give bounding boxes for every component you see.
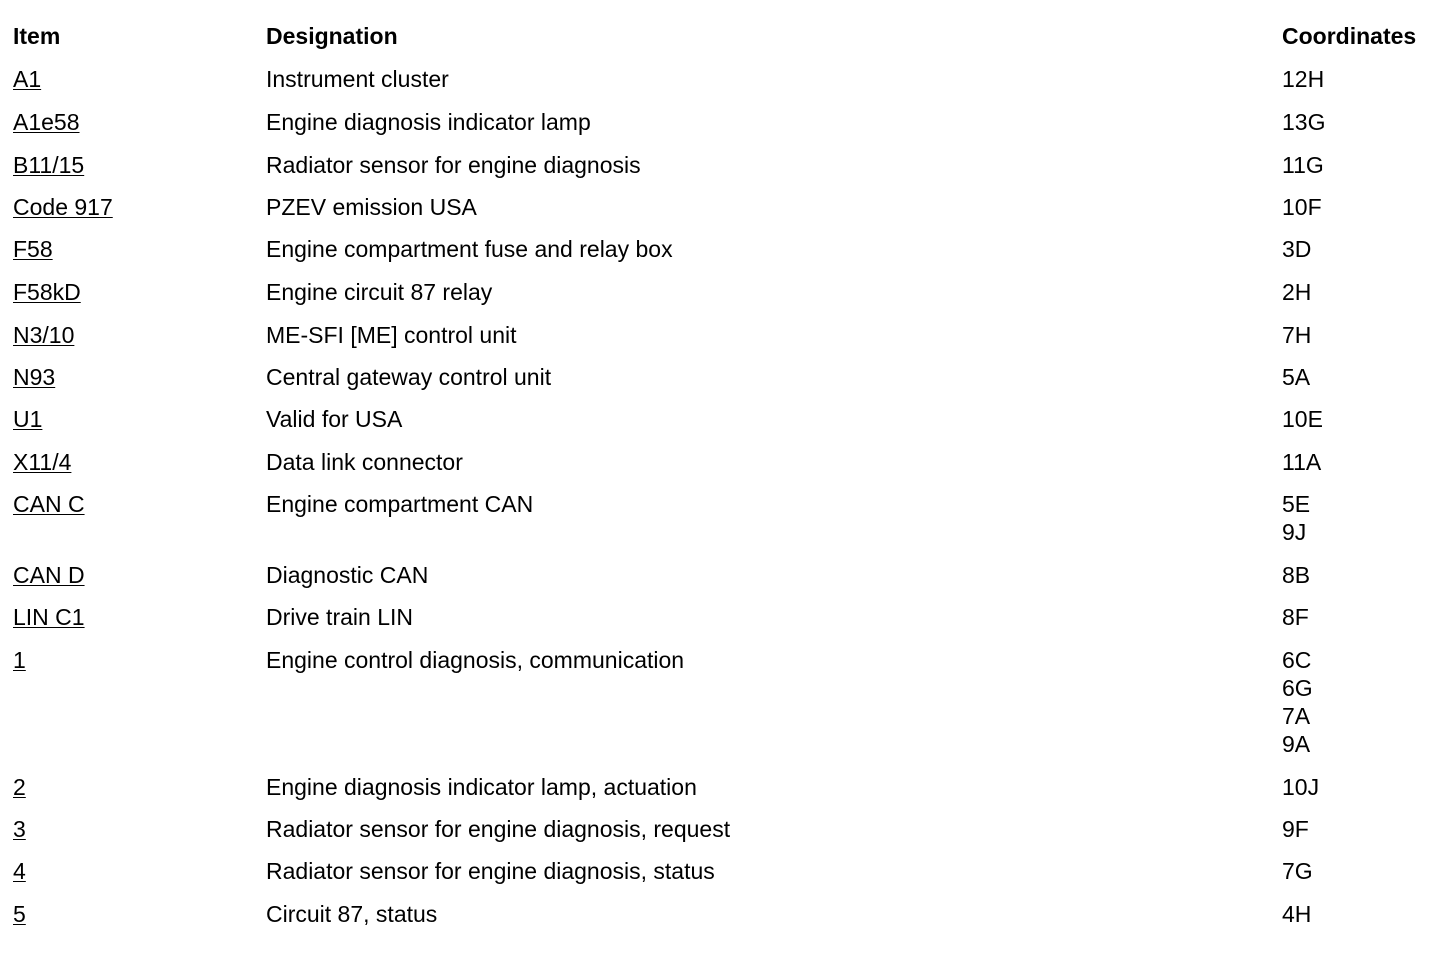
coordinate-value: 6C: [1282, 647, 1312, 673]
table-row: [0, 321, 1456, 349]
designation-text: Engine compartment fuse and relay box: [266, 236, 673, 262]
coordinate-value: 5A: [1282, 364, 1311, 390]
designation-text: Radiator sensor for engine diagnosis, request: [266, 816, 731, 842]
coordinate-value: 11G: [1282, 152, 1324, 178]
table-row: [0, 857, 1456, 885]
coordinate-value: 10E: [1282, 406, 1323, 432]
coordinates-cell: [1282, 363, 1310, 391]
coordinate-value: 9F: [1282, 816, 1309, 842]
item-link[interactable]: X11/4: [13, 449, 72, 475]
item-link[interactable]: B11/15: [13, 152, 85, 178]
designation-text: Valid for USA: [266, 406, 403, 432]
coordinate-value: 9J: [1282, 519, 1307, 545]
coordinate-value: 2H: [1282, 279, 1312, 305]
coordinate-value: 8B: [1282, 562, 1311, 588]
table-row: [0, 490, 1456, 546]
designation-text: Engine circuit 87 relay: [266, 279, 493, 305]
coordinates-cell: [1282, 900, 1311, 928]
coordinates-cell: [1282, 646, 1313, 758]
table-row: [0, 193, 1456, 221]
table-row: [0, 448, 1456, 476]
table-row: [0, 235, 1456, 263]
header-designation: Designation: [266, 23, 398, 49]
coordinates-cell: [1282, 561, 1310, 589]
item-link[interactable]: F58kD: [13, 279, 81, 305]
table-row: [0, 603, 1456, 631]
coordinates-cell: [1282, 603, 1309, 631]
coordinate-value: 7G: [1282, 858, 1313, 884]
designation-text: Engine diagnosis indicator lamp: [266, 109, 591, 135]
table-row: [0, 900, 1456, 928]
designation-text: Radiator sensor for engine diagnosis, status: [266, 858, 715, 884]
item-link[interactable]: CAN C: [13, 491, 85, 517]
coordinate-value: 11A: [1282, 449, 1322, 475]
coordinates-cell: [1282, 815, 1309, 843]
coordinates-cell: [1282, 405, 1323, 433]
coordinates-cell: [1282, 108, 1325, 136]
item-link[interactable]: N93: [13, 364, 56, 390]
coordinate-value: 10F: [1282, 194, 1322, 220]
designation-text: Data link connector: [266, 449, 463, 475]
table-row: [0, 561, 1456, 589]
coordinates-cell: [1282, 151, 1324, 179]
item-link[interactable]: N3/10: [13, 322, 75, 348]
item-link[interactable]: A1e58: [13, 109, 80, 135]
coordinate-value: 10J: [1282, 774, 1320, 800]
item-link[interactable]: 3: [13, 816, 26, 842]
item-link[interactable]: CAN D: [13, 562, 85, 588]
table-row: [0, 65, 1456, 93]
table-row: [0, 646, 1456, 758]
table-row: [0, 405, 1456, 433]
header-item: Item: [13, 23, 61, 49]
table-row: [0, 108, 1456, 136]
designation-text: Engine control diagnosis, communication: [266, 647, 685, 673]
table-row: [0, 773, 1456, 801]
coordinate-value: 7H: [1282, 322, 1312, 348]
coordinate-value: 4H: [1282, 901, 1312, 927]
designation-text: Diagnostic CAN: [266, 562, 429, 588]
designation-text: Instrument cluster: [266, 66, 449, 92]
item-link[interactable]: 2: [13, 774, 26, 800]
coordinate-value: 6G: [1282, 675, 1313, 701]
coordinates-cell: [1282, 65, 1324, 93]
coordinate-value: 12H: [1282, 66, 1325, 92]
coordinate-value: 8F: [1282, 604, 1309, 630]
coordinates-cell: [1282, 490, 1310, 546]
coordinates-cell: [1282, 193, 1322, 221]
designation-text: Circuit 87, status: [266, 901, 438, 927]
designation-text: Radiator sensor for engine diagnosis: [266, 152, 641, 178]
item-link[interactable]: 1: [13, 647, 26, 673]
coordinate-value: 3D: [1282, 236, 1312, 262]
table-row: [0, 815, 1456, 843]
table-row: [0, 363, 1456, 391]
item-link[interactable]: Code 917: [13, 194, 113, 220]
coordinates-cell: [1282, 773, 1319, 801]
coordinate-value: 9A: [1282, 731, 1311, 757]
coordinate-value: 5E: [1282, 491, 1311, 517]
designation-text: Engine diagnosis indicator lamp, actuation: [266, 774, 697, 800]
table-row: [0, 151, 1456, 179]
designation-text: Drive train LIN: [266, 604, 413, 630]
table-row: [0, 278, 1456, 306]
designation-text: ME-SFI [ME] control unit: [266, 322, 517, 348]
item-link[interactable]: A1: [13, 66, 42, 92]
coordinates-cell: [1282, 448, 1321, 476]
coordinates-cell: [1282, 857, 1313, 885]
designation-text: Central gateway control unit: [266, 364, 552, 390]
item-link[interactable]: U1: [13, 406, 43, 432]
item-link[interactable]: LIN C1: [13, 604, 85, 630]
coordinates-cell: [1282, 321, 1311, 349]
coordinates-cell: [1282, 235, 1311, 263]
coordinate-value: 13G: [1282, 109, 1326, 135]
item-link[interactable]: F58: [13, 236, 53, 262]
coordinate-value: 7A: [1282, 703, 1311, 729]
coordinates-cell: [1282, 278, 1311, 306]
designation-text: Engine compartment CAN: [266, 491, 534, 517]
designation-text: PZEV emission USA: [266, 194, 477, 220]
item-link[interactable]: 5: [13, 901, 26, 927]
item-link[interactable]: 4: [13, 858, 26, 884]
header-coordinates: Coordinates: [1282, 23, 1417, 49]
